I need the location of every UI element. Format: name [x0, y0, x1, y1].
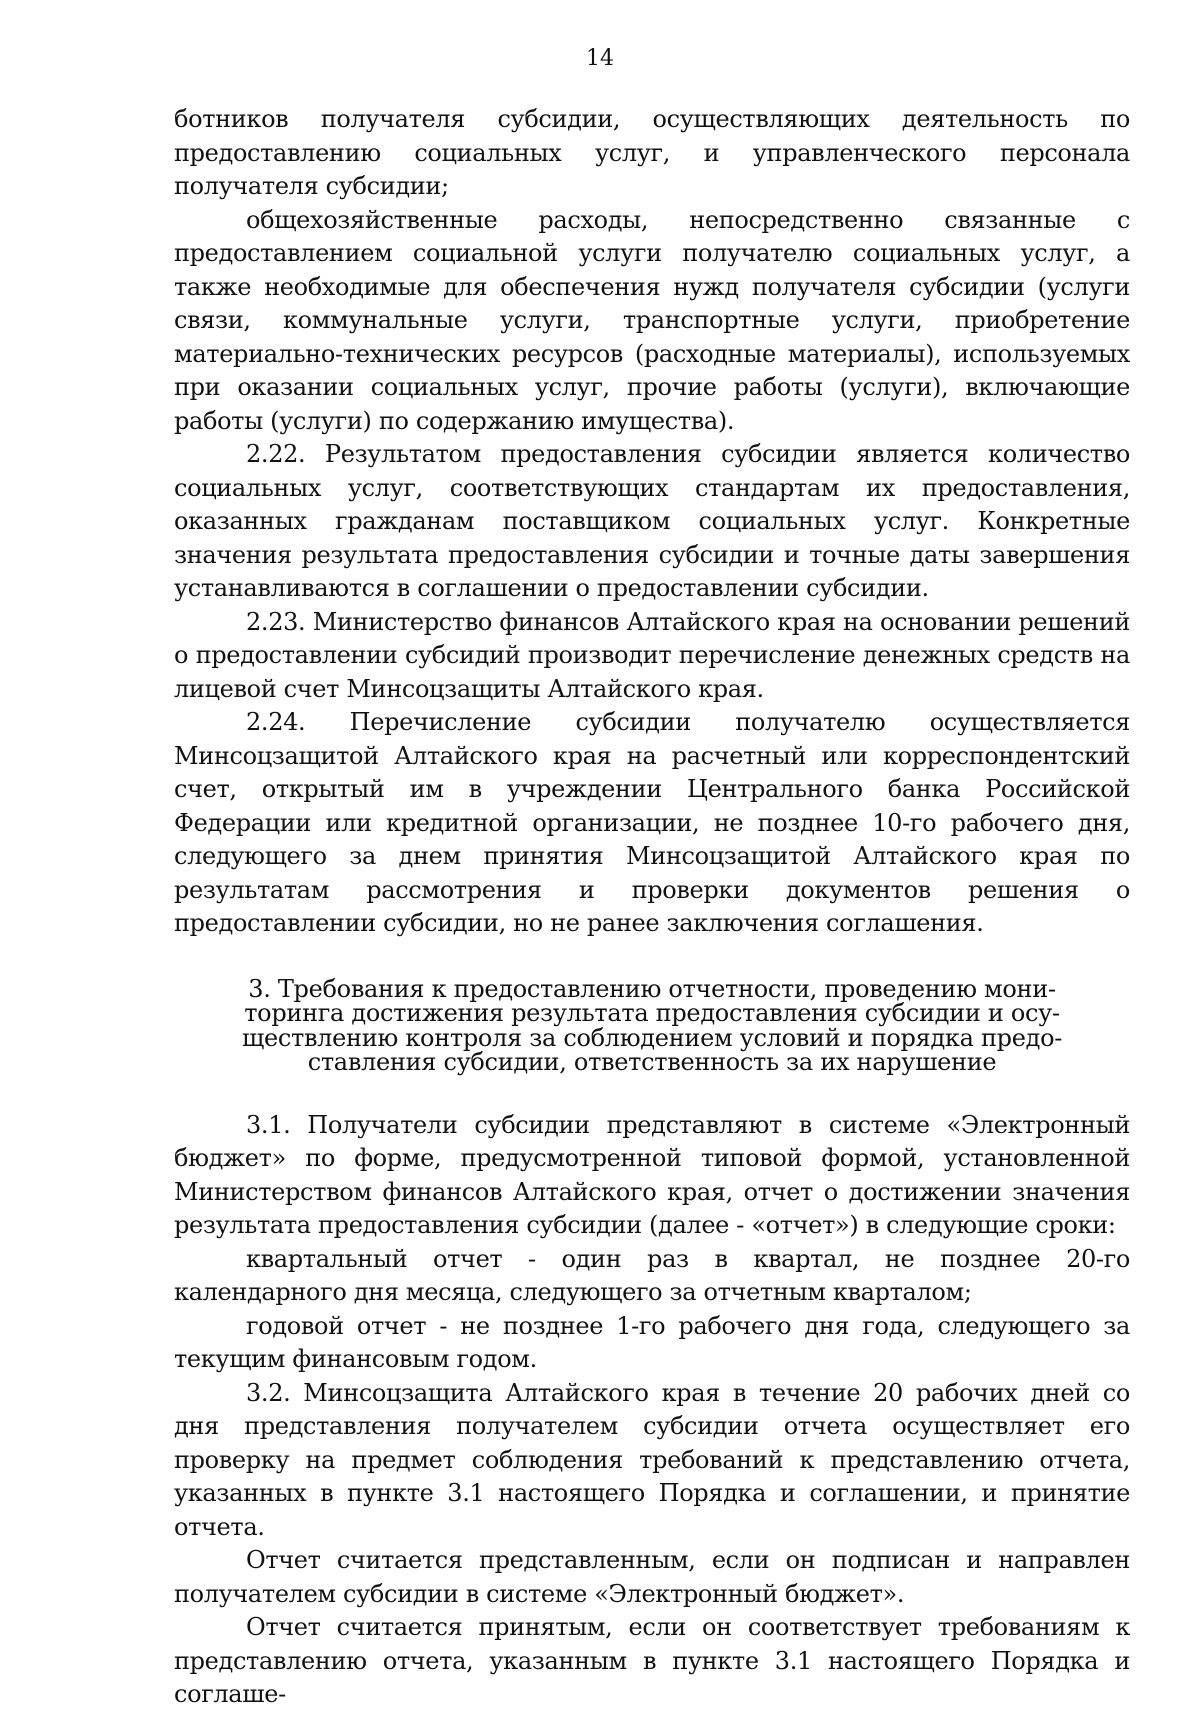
section-heading-line: торинга достижения результата предоставления субсидии и осу-	[244, 999, 1060, 1027]
document-body	[174, 103, 1130, 1712]
paragraph-3-2: 3.2. Минсоцзащита Алтайского края в течение 20 рабочих дней со дня представления получателем субсидии отчета осуществляет его проверку на предмет соблюдения требований к представлению отчета, указанных в пункте 3.1 настоящего Порядка и соглашении, и принятие отчета.	[174, 1378, 1130, 1541]
section-3-heading	[194, 974, 1110, 1076]
paragraph-2-23: 2.23. Министерство финансов Алтайского края на основании решений о предоставлении субсидий производит перечисление денежных средств на лицевой счет Минсоцзащиты Алтайского края.	[174, 607, 1130, 703]
page-number: 14	[586, 46, 614, 71]
paragraph-2-22: 2.22. Результатом предоставления субсидии является количество социальных услуг, соответствующих стандартам их предоставления, оказанных гражданам поставщиком социальных услуг. Конкретные значения результата предоставления субсидии и точные даты завершения устанавливаются в соглашении о предоставлении субсидии.	[174, 440, 1130, 602]
section-heading-line: ставления субсидии, ответственность за их нарушение	[307, 1048, 997, 1076]
paragraph-annual-report: годовой отчет - не позднее 1-го рабочего дня года, следующего за текущим финансовым годом.	[174, 1311, 1130, 1373]
paragraph-3-1: 3.1. Получатели субсидии представляют в системе «Электронный бюджет» по форме, предусмотренной типовой формой, установленной Министерством финансов Алтайского края, отчет о достижении значения результата предоставления субсидии (далее - «отчет») в следующие сроки:	[174, 1110, 1130, 1239]
paragraph-continuation: ботников получателя субсидии, осуществляющих деятельность по предоставлению социальных услуг, и управленческого персонала получателя субсидии;	[174, 105, 1130, 200]
section-heading-line: 3. Требования к предоставлению отчетности, проведению мони-	[248, 974, 1056, 1003]
section-heading-line: ществлению контроля за соблюдением условий и порядка предо-	[241, 1023, 1063, 1052]
paragraph-report-submitted: Отчет считается представленным, если он подписан и направлен получателем субсидии в системе «Электронный бюджет».	[174, 1546, 1130, 1608]
paragraph-2-24: 2.24. Перечисление субсидии получателю осуществляется Минсоцзащитой Алтайского края на расчетный или корреспондентский счет, открытый им в учреждении Центрального банка Российской Федерации или кредитной организации, не позднее 10-го рабочего дня, следующего за днем принятия Минсоцзащитой Алтайского края по результатам рассмотрения и проверки документов решения о предоставлении субсидии, но не ранее заключения соглашения.	[174, 708, 1130, 937]
paragraph-quarterly-report: квартальный отчет - один раз в квартал, не позднее 20-го календарного дня месяца, следующего за отчетным кварталом;	[174, 1244, 1130, 1306]
paragraph-general-expenses: общехозяйственные расходы, непосредственно связанные с предоставлением социальной услуги получателю социальных услуг, а также необходимые для обеспечения нужд получателя субсидии (услуги связи, коммунальные услуги, транспортные услуги, приобретение материально-технических ресурсов (расходные материалы), используемых при оказании социальных услуг, прочие работы (услуги), включающие работы (услуги) по содержанию имущества).	[174, 205, 1130, 435]
paragraph-report-accepted: Отчет считается принятым, если он соответствует требованиям к представлению отчета, указанным в пункте 3.1 настоящего Порядка и соглаше-	[174, 1613, 1130, 1708]
